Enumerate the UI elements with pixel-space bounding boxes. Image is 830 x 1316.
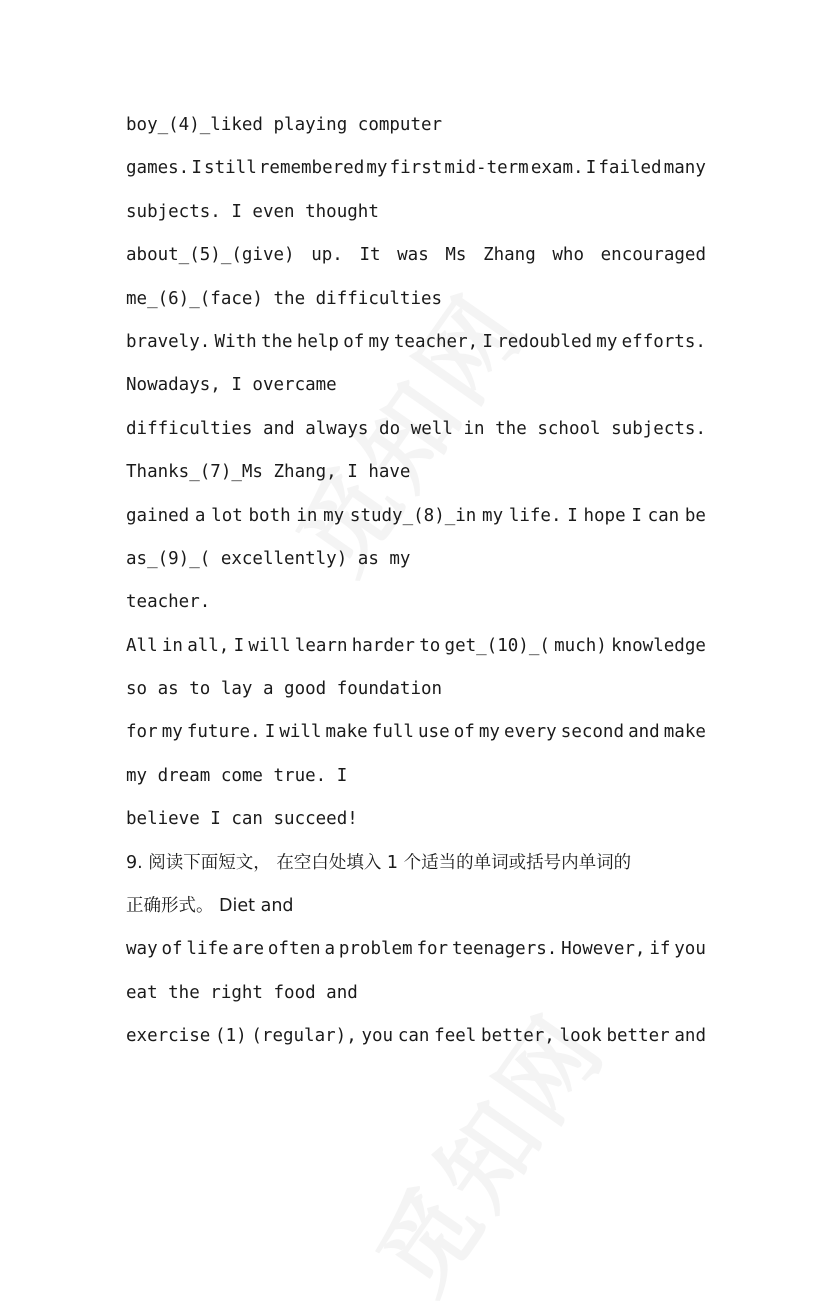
text-line: my dream come true. I [126,765,348,786]
word: I [567,505,578,526]
word: hope [583,505,626,526]
word: However, [561,939,646,960]
text-line [126,147,706,190]
word: better, [481,1026,555,1047]
text-line: Thanks_(7)_Ms Zhang, I have [126,462,411,483]
word: (1) [215,1026,247,1047]
word: first [389,158,443,179]
word: do [379,418,401,439]
word: you [674,939,706,960]
word: I [191,158,202,179]
word: often [267,939,321,960]
word: if [649,939,671,960]
word: feel [434,1026,477,1047]
word: my [596,331,618,352]
word: gained [126,505,190,526]
word: better [606,1026,670,1047]
text-line: boy_(4)_liked playing computer [126,115,443,135]
word: exercise [126,1026,211,1047]
passage-text [126,104,706,1059]
word: for [416,939,449,960]
word: school [537,418,601,439]
text-line [126,408,706,451]
word: for [126,722,158,743]
word: well [410,418,453,439]
word: a [194,505,206,526]
word: efforts. [621,331,706,352]
word: failed [598,158,662,179]
word: my [161,722,183,743]
word: I [233,635,245,656]
word: are [232,939,265,960]
word: learn [294,635,348,656]
word: I [482,331,493,352]
word: about_(5)_(give) [126,245,295,266]
word: make [325,722,368,743]
word: who [552,245,584,266]
text-line [126,495,706,538]
word: will [248,635,291,656]
word: I [585,158,597,179]
word: my [366,158,388,179]
word: All [126,635,158,656]
word: my [368,331,390,352]
word: and [263,418,295,439]
text-line: teacher. [126,592,211,613]
text-line: believe I can succeed! [126,809,358,830]
word: lot [211,505,243,526]
text-line [126,928,706,971]
question-line: 9. 阅读下面短文， 在空白处填入 1 个适当的单词或括号内单词的 [126,852,632,873]
word: many [663,158,706,179]
text-line: eat the right food and [126,982,358,1003]
word: the [495,418,527,439]
word: second [560,722,624,743]
word: Ms [445,245,467,266]
word: of [453,722,475,743]
word: to [419,635,441,656]
word: Zhang [483,245,536,266]
word: all, [187,635,230,656]
word: will [279,722,322,743]
word: of [161,939,183,960]
word: With [214,331,257,352]
word: my [482,505,504,526]
text-line [126,711,706,754]
word: harder [351,635,415,656]
word: knowledge [611,635,706,656]
word: bravely. [126,331,211,352]
word: I [631,505,642,526]
word: can [647,505,680,526]
word: life [186,939,229,960]
word: was [397,245,429,266]
word: you [361,1026,394,1047]
word: (regular), [251,1026,357,1047]
word: every [504,722,557,743]
word: in [296,505,318,526]
word: help [296,331,339,352]
text-line: as_(9)_( excellently) as my [126,548,411,569]
word: and [674,1026,706,1047]
text-line: so as to lay a good foundation [126,679,443,700]
word: be [684,505,706,526]
word: always [305,418,369,439]
word: use [418,722,450,743]
word: teenagers. [451,939,558,960]
word: difficulties [126,418,253,439]
word: up. [311,245,343,266]
word: make [663,722,706,743]
word: study_(8)_in [349,505,477,526]
word: the [260,331,293,352]
word: full [371,722,414,743]
text-line [126,625,706,668]
word: encouraged [600,245,706,266]
word: teacher, [393,331,479,352]
word: way [126,939,158,960]
word: games. [126,158,190,179]
word: my [323,505,345,526]
text-line [126,1015,706,1058]
word: much) [554,635,607,656]
word: and [628,722,660,743]
text-line [126,234,706,277]
word: look [559,1026,602,1047]
text-line: subjects. I even thought [126,201,379,222]
text-line [126,321,706,364]
text-line: me_(6)_(face) the difficulties [126,288,443,309]
word: mid-term [444,158,529,179]
word: still [204,158,257,179]
word: get_(10)_( [444,635,550,656]
word: in [161,635,183,656]
word: in [463,418,485,439]
text-line: Nowadays, I overcame [126,375,337,396]
word: remembered [258,158,365,179]
word: both [248,505,291,526]
word: my [478,722,500,743]
word: redoubled [497,331,593,352]
word: It [359,245,381,266]
word: life. [508,505,562,526]
word: exam. [530,158,584,179]
word: a [324,939,335,960]
question-line: 正确形式。 Diet and [126,896,294,917]
word: problem [338,939,413,960]
word: can [397,1026,430,1047]
word: future. [186,722,261,743]
word: of [343,331,365,352]
word: subjects. [611,418,706,439]
word: I [264,722,276,743]
